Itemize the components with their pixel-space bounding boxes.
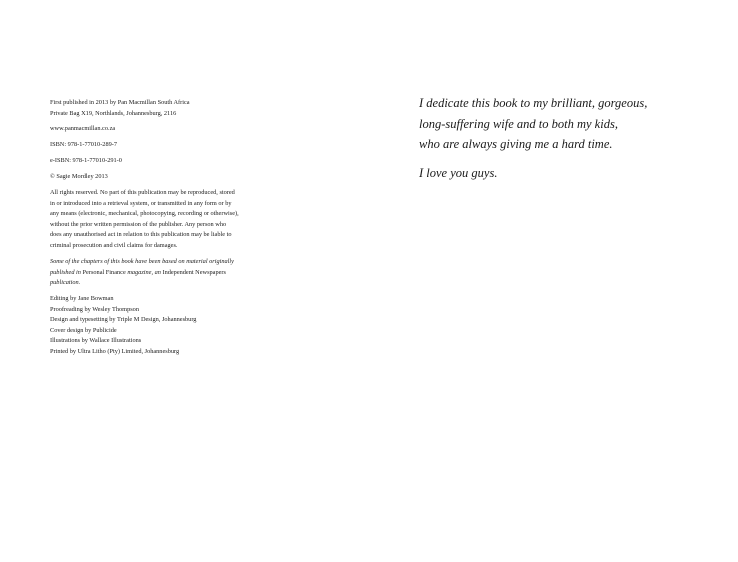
eisbn: e-ISBN: 978-1-77010-291-0 [50,157,122,165]
publisher-line: First published in 2013 by Pan Macmillan South Africa [50,99,190,106]
note-line: publication. [50,279,81,287]
dedication-page [419,93,719,191]
credit-line: Proofreading by Wesley Thompson [50,305,139,313]
rights-line: All rights reserved. No part of this publication may be reproduced, stored [50,189,235,197]
rights-block [50,188,275,252]
rights-line: without the prior written permission of the publisher. Any person who [50,220,227,228]
dedication-line: I dedicate this book to my brilliant, gorgeous, [419,96,648,110]
isbn: ISBN: 978-1-77010-289-7 [50,141,117,149]
address-line: Private Bag X19, Northlands, Johannesburg, 2116 [50,109,177,117]
dedication-closing: I love you guys. [419,165,498,180]
publisher-block [50,98,275,119]
copyright-line: © Sagie Mordley 2013 [50,173,108,181]
dedication-line: who are always giving me a hard time. [419,137,613,151]
dedication-text [419,93,719,155]
source-note [50,257,275,289]
rights-line: criminal prosecution and civil claims for damages. [50,242,178,250]
credit-line: Editing by Jane Bowman [50,294,114,302]
note-line: Some of the chapters of this book have been based on material originally [50,257,234,265]
note-line: published in Personal Finance magazine, an Independent Newspapers [50,268,226,276]
credits-block [50,294,275,358]
dedication-line: long-suffering wife and to both my kids, [419,116,618,131]
rights-line: any means (electronic, mechanical, photocopying, recording or otherwise), [50,210,239,218]
rights-line: does any unauthorised act in relation to this publication may be liable to [50,231,232,239]
copyright-page [50,98,275,358]
credit-line: Printed by Ultra Litho (Pty) Limited, Johannesburg [50,347,180,355]
website: www.panmacmillan.co.za [50,125,116,133]
rights-line: in or introduced into a retrieval system, or transmitted in any form or by [50,199,232,207]
credit-line: Illustrations by Wallace Illustrations [50,337,142,345]
credit-line: Cover design by Publicide [50,326,117,334]
credit-line: Design and typesetting by Triple M Design, Johannesburg [50,316,197,324]
